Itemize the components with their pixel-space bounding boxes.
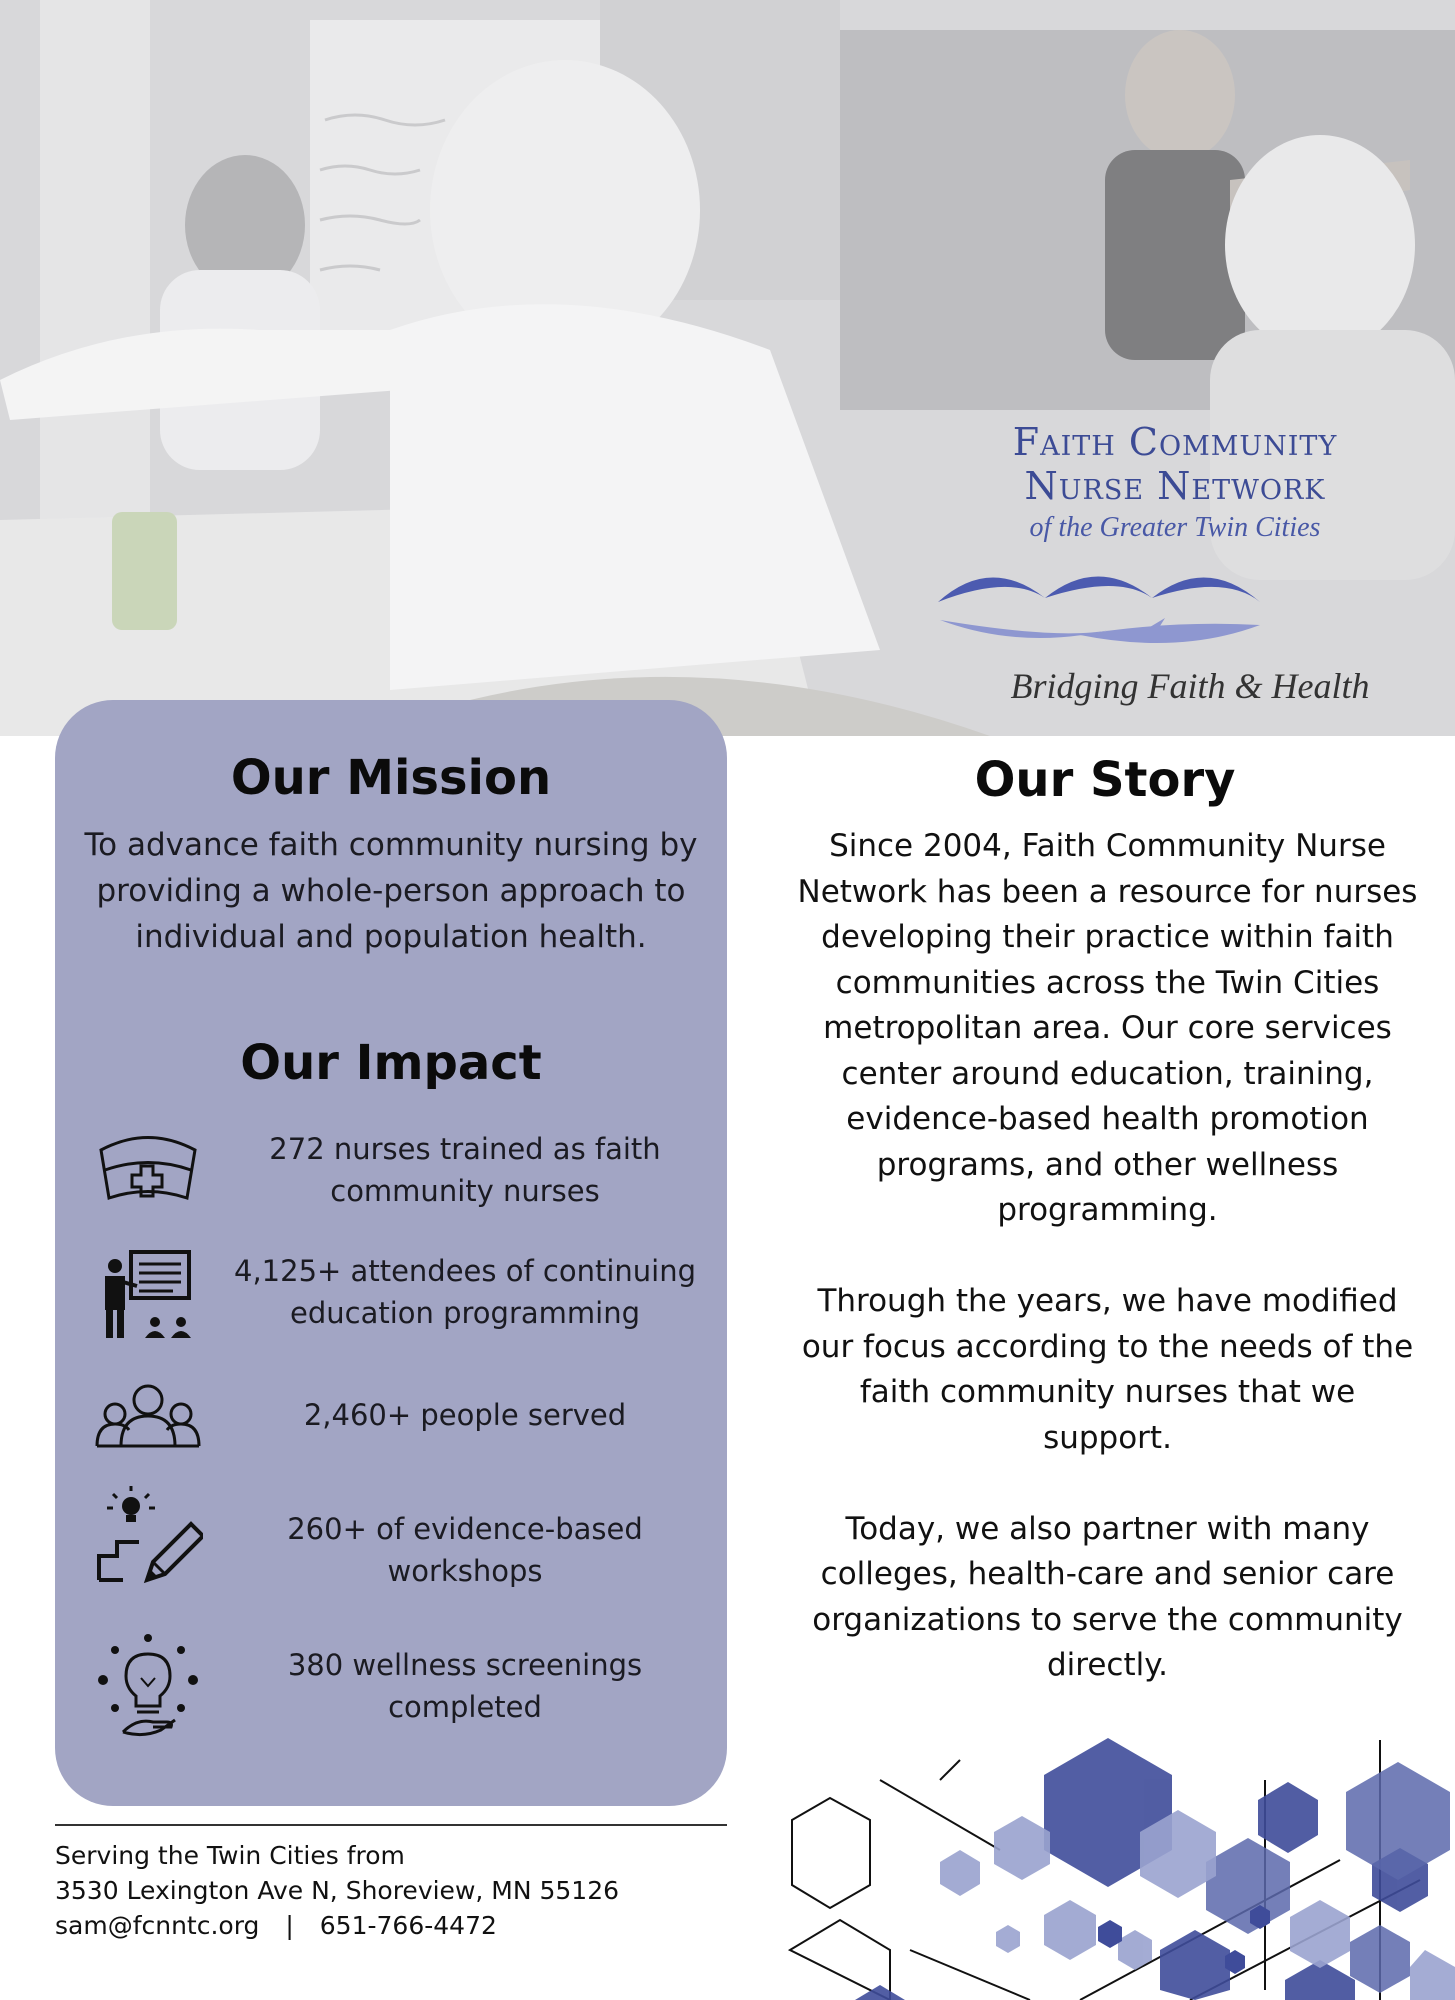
impact-text: 260+ of evidence-based workshops [287, 1512, 643, 1588]
story-paragraph-3: Today, we also partner with many colleges, health-care and senior care organizations to serve the community directly. [812, 1510, 1403, 1683]
organization-logo [930, 420, 1420, 720]
footer-address: 3530 Lexington Ave N, Shoreview, MN 55126 [55, 1876, 620, 1905]
impact-text: 380 wellness screenings completed [287, 1648, 643, 1724]
footer-contact-line [55, 1908, 755, 1943]
lightbulb-hand-icon [93, 1632, 203, 1742]
impact-text: 272 nurses trained as faith community nurses [269, 1132, 661, 1208]
hero-photo [0, 0, 1455, 736]
mission-impact-card [55, 700, 727, 1806]
impact-item-workshops [55, 1484, 727, 1594]
bridge-arcs-icon [930, 560, 1420, 660]
footer-line-1: Serving the Twin Cities from [55, 1841, 405, 1870]
logo-line-2: Nurse Network [1024, 464, 1326, 508]
impact-item-people-served [55, 1364, 727, 1474]
mission-text: To advance faith community nursing by providing a whole-person approach to individual and population health. [84, 827, 698, 955]
impact-item-screenings [55, 1632, 727, 1742]
footer-phone[interactable]: 651-766-4472 [319, 1911, 497, 1940]
idea-steps-pencil-icon [93, 1484, 203, 1594]
logo-line-3: of the Greater Twin Cities [1029, 512, 1321, 543]
impact-heading: Our Impact [240, 1035, 542, 1091]
impact-text: 2,460+ people served [303, 1398, 627, 1432]
contact-info [55, 1838, 755, 1943]
hexagon-decoration [780, 1720, 1455, 2000]
impact-text: 4,125+ attendees of continuing education programming [234, 1254, 696, 1330]
impact-item-nurses-trained [55, 1120, 727, 1230]
impact-item-attendees [55, 1242, 727, 1352]
footer-separator: | [285, 1911, 294, 1940]
story-body [795, 824, 1420, 1734]
mission-heading: Our Mission [230, 750, 552, 806]
footer-email[interactable]: sam@fcnntc.org [55, 1911, 260, 1940]
logo-tagline: Bridging Faith & Health [1010, 666, 1370, 706]
teacher-presentation-icon [93, 1242, 203, 1352]
nurse-cap-icon [93, 1120, 203, 1230]
people-group-icon [93, 1364, 203, 1474]
footer-divider [55, 1824, 727, 1826]
story-paragraph-1: Since 2004, Faith Community Nurse Network has been a resource for nurses developing their practice within faith communities across the Twin Cities metropolitan area. Our core services center around education, training, evidence-based health promotion programs, and other wellness programming. [797, 828, 1418, 1228]
story-paragraph-2: Through the years, we have modified our focus according to the needs of the faith community nurses that we support. [801, 1283, 1414, 1456]
story-heading: Our Story [974, 752, 1236, 808]
logo-line-1: Faith Community [1012, 420, 1338, 464]
